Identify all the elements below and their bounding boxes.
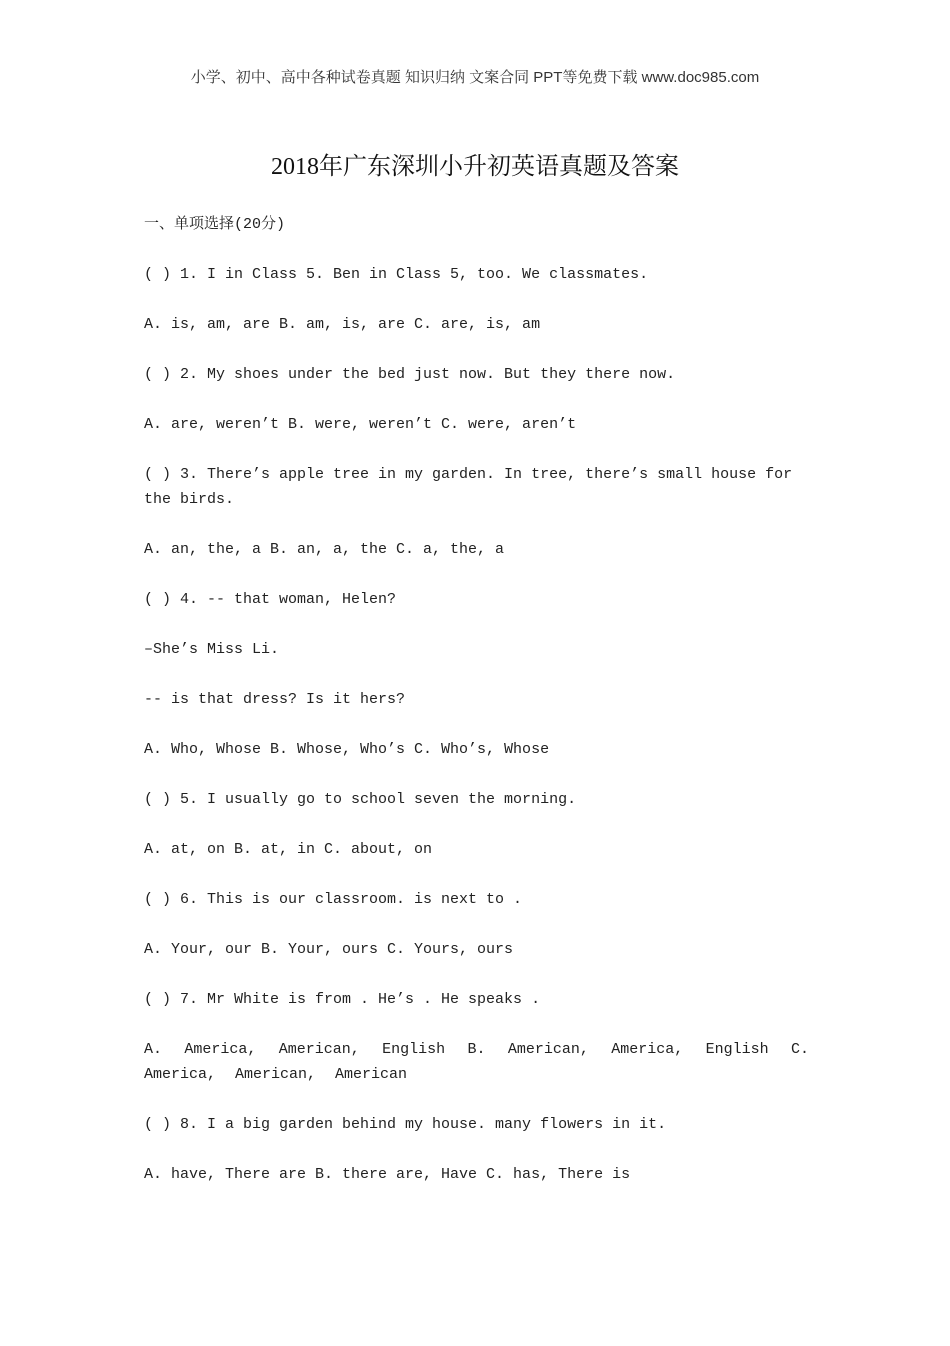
question-7-options: A. America, American, English B. American, America, English C. America, American, American [144, 1041, 829, 1083]
question-2: ( ) 2. My shoes under the bed just now. But they there now. [144, 366, 676, 383]
question-3: ( ) 3. There’s apple tree in my garden. In tree, there’s small house for the birds. [144, 466, 802, 508]
question-7: ( ) 7. Mr White is from . He’s . He speaks . [144, 991, 541, 1008]
question-8-options: A. have, There are B. there are, Have C. has, There is [144, 1166, 631, 1183]
question-4: ( ) 4. -- that woman, Helen? [144, 591, 397, 608]
site-header: 小学、初中、高中各种试卷真题 知识归纳 文案合同 PPT等免费下载 www.doc985.com [190, 69, 760, 86]
question-6: ( ) 6. This is our classroom. is next to . [144, 891, 523, 908]
question-5-options: A. at, on B. at, in C. about, on [144, 841, 433, 858]
question-4-dialogue-line: –She’s Miss Li. [144, 641, 280, 658]
page-title: 2018年广东深圳小升初英语真题及答案 [271, 154, 679, 180]
question-6-options: A. Your, our B. Your, ours C. Yours, ours [144, 941, 514, 958]
question-2-options: A. are, weren’t B. were, weren’t C. were, aren’t [144, 416, 577, 433]
question-1-options: A. is, am, are B. am, is, are C. are, is, am [144, 316, 541, 333]
section-heading: 一、单项选择(20分) [144, 216, 286, 233]
question-5: ( ) 5. I usually go to school seven the morning. [144, 791, 577, 808]
question-4-options: A. Who, Whose B. Whose, Who’s C. Who’s, Whose [144, 741, 550, 758]
question-8: ( ) 8. I a big garden behind my house. many flowers in it. [144, 1116, 667, 1133]
question-4-dialogue-line: -- is that dress? Is it hers? [144, 691, 406, 708]
question-3-options: A. an, the, a B. an, a, the C. a, the, a [144, 541, 505, 558]
question-1: ( ) 1. I in Class 5. Ben in Class 5, too. We classmates. [144, 266, 649, 283]
